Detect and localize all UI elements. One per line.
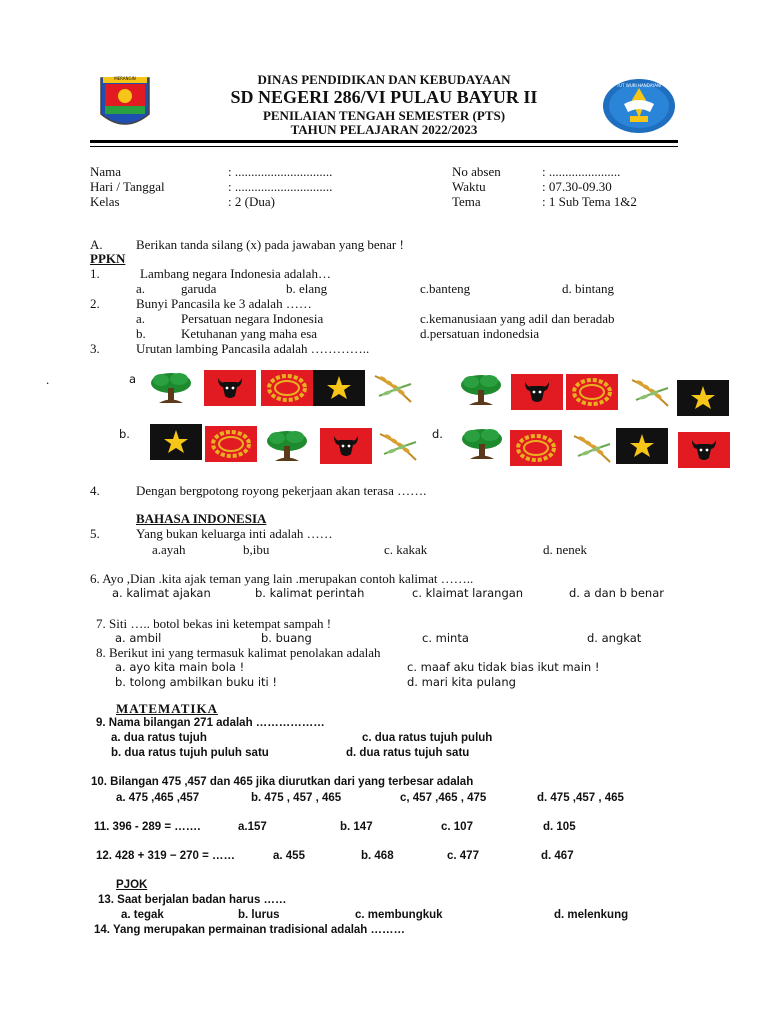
q11-b: b. 147: [340, 821, 373, 833]
q3-num: 3.: [90, 341, 100, 356]
q2-c: c.kemanusiaan yang adil dan beradab: [420, 311, 615, 326]
absen-value: : ......................: [542, 164, 621, 179]
q10-text: 10. Bilangan 475 ,457 dan 465 jika diurutkan dari yang terbesar adalah: [91, 776, 474, 788]
q1-a-label: a.: [136, 281, 146, 296]
q3-b-label: b.: [119, 427, 130, 441]
q6-text: 6. Ayo ,Dian .kita ajak teman yang lain .merupakan contoh kalimat ……..: [90, 571, 474, 586]
q11-a: a.157: [238, 821, 267, 833]
q7-b: b. buang: [261, 631, 312, 645]
q7-a: a. ambil: [115, 631, 162, 645]
absen-label: No absen: [452, 164, 501, 179]
q9-d: d. dua ratus tujuh satu: [346, 747, 470, 759]
q8-text: 8. Berikut ini yang termasuk kalimat penolakan adalah: [96, 645, 381, 660]
q12-a: a. 455: [273, 850, 305, 862]
q1-num: 1.: [90, 266, 100, 281]
q10-a: a. 475 ,465 ,457: [116, 792, 200, 804]
chain-icon: [566, 374, 618, 410]
q1-d: d. bintang: [562, 281, 614, 296]
q5-c: c. kakak: [384, 542, 428, 557]
star-icon: [150, 424, 202, 460]
kelas-value: : 2 (Dua): [228, 194, 275, 209]
chain-icon: [205, 426, 257, 462]
rice-cotton-icon: [624, 374, 676, 410]
bull-head-icon: [320, 428, 372, 464]
header-school-name: SD NEGERI 286/VI PULAU BAYUR II: [230, 87, 538, 107]
q1-text: Lambang negara Indonesia adalah…: [140, 266, 331, 281]
q1-c: c.banteng: [420, 281, 471, 296]
stray-dot: .: [46, 372, 50, 387]
q9-a: a. dua ratus tujuh: [111, 732, 207, 744]
tut-wuri-logo-text: TUT WURI HANDAYANI: [616, 83, 662, 88]
bull-head-icon: [204, 370, 256, 406]
tema-label: Tema: [452, 194, 481, 209]
q9-text: 9. Nama bilangan 271 adalah ………………: [96, 717, 325, 729]
q11-c: c. 107: [441, 821, 473, 833]
star-icon: [313, 370, 365, 406]
q5-a: a.ayah: [152, 542, 186, 557]
q6-d: d. a dan b benar: [569, 586, 664, 600]
q1-b: b. elang: [286, 281, 328, 296]
q3-d-label: d.: [432, 427, 443, 441]
q12-c: c. 477: [447, 850, 479, 862]
tema-value: : 1 Sub Tema 1&2: [542, 194, 637, 209]
q2-a: Persatuan negara Indonesia: [181, 311, 324, 326]
q4-num: 4.: [90, 483, 100, 498]
header-line3: PENILAIAN TENGAH SEMESTER (PTS): [262, 108, 506, 123]
banyan-tree-icon: [145, 370, 197, 406]
chain-icon: [510, 430, 562, 466]
q1-a: garuda: [181, 281, 217, 296]
bull-head-icon: [511, 374, 563, 410]
banyan-tree-icon: [261, 428, 313, 464]
q2-a-label: a.: [136, 311, 146, 326]
header-line4: TAHUN PELAJARAN 2022/2023: [290, 122, 478, 137]
q6-c: c. klaimat larangan: [412, 586, 524, 600]
section-title-pjok: PJOK: [116, 879, 148, 891]
chain-icon: [261, 370, 313, 406]
q8-c: c. maaf aku tidak bias ikut main !: [407, 660, 600, 674]
section-title-matematika: MATEMATIKA: [116, 701, 218, 716]
q7-c: c. minta: [422, 631, 469, 645]
q2-b-label: b.: [136, 326, 146, 341]
rice-cotton-icon: [372, 428, 424, 464]
q13-c: c. membungkuk: [355, 909, 443, 921]
q2-b: Ketuhanan yang maha esa: [181, 326, 318, 341]
q11-text: 11. 396 - 289 = …….: [94, 821, 201, 833]
q9-c: c. dua ratus tujuh puluh: [362, 732, 493, 744]
star-icon: [677, 380, 729, 416]
q5-text: Yang bukan keluarga inti adalah ……: [136, 526, 333, 541]
rice-cotton-icon: [566, 430, 618, 466]
q13-b: b. lurus: [238, 909, 280, 921]
q8-b: b. tolong ambilkan buku iti !: [115, 675, 278, 689]
header-rule-thick: [90, 140, 678, 143]
q3-text: Urutan lambing Pancasila adalah …………..: [136, 341, 370, 356]
q2-num: 2.: [90, 296, 100, 311]
q8-d: d. mari kita pulang: [407, 675, 516, 689]
star-icon: [616, 428, 668, 464]
q12-text: 12. 428 + 319 − 270 = ……: [96, 850, 236, 862]
q7-d: d. angkat: [587, 631, 642, 645]
q2-d: d.persatuan indonedsia: [420, 326, 540, 341]
banyan-tree-icon: [456, 426, 508, 462]
q12-b: b. 468: [361, 850, 394, 862]
kelas-label: Kelas: [90, 194, 120, 209]
q6-b: b. kalimat perintah: [255, 586, 365, 600]
instruction-num: A.: [90, 237, 103, 252]
rice-cotton-icon: [367, 370, 419, 406]
section-title-ppkn: PPKN: [90, 251, 126, 266]
q5-num: 5.: [90, 526, 100, 541]
q8-a: a. ayo kita main bola !: [115, 660, 245, 674]
instruction-text: Berikan tanda silang (x) pada jawaban yang benar !: [136, 237, 404, 252]
hari-value: : ..............................: [228, 179, 333, 194]
header-rule-thin: [90, 146, 678, 147]
q14-text: 14. Yang merupakan permainan tradisional adalah ………: [94, 924, 406, 936]
q6-a: a. kalimat ajakan: [112, 586, 211, 600]
hari-label: Hari / Tanggal: [90, 179, 165, 194]
bull-head-icon: [678, 432, 730, 468]
q7-text: 7. Siti ….. botol bekas ini ketempat sampah !: [96, 616, 332, 631]
q12-d: d. 467: [541, 850, 574, 862]
nama-value: : ..............................: [228, 164, 333, 179]
waktu-label: Waktu: [452, 179, 486, 194]
section-title-bahasa: BAHASA INDONESIA: [136, 511, 267, 526]
q13-text: 13. Saat berjalan badan harus ……: [98, 894, 287, 906]
q5-b: b,ibu: [243, 542, 270, 557]
q10-d: d. 475 ,457 , 465: [537, 792, 624, 804]
q13-d: d. melenkung: [554, 909, 629, 921]
q2-text: Bunyi Pancasila ke 3 adalah ……: [136, 296, 312, 311]
banyan-tree-icon: [455, 372, 507, 408]
nama-label: Nama: [90, 164, 122, 179]
q11-d: d. 105: [543, 821, 576, 833]
q10-c: c, 457 ,465 , 475: [400, 792, 487, 804]
q3-a-label: a: [129, 372, 137, 386]
q10-b: b. 475 , 457 , 465: [251, 792, 342, 804]
q5-d: d. nenek: [543, 542, 588, 557]
waktu-value: : 07.30-09.30: [542, 179, 612, 194]
header-line1: DINAS PENDIDIKAN DAN KEBUDAYAAN: [257, 72, 511, 87]
q9-b: b. dua ratus tujuh puluh satu: [111, 747, 269, 759]
q4-text: Dengan bergpotong royong pekerjaan akan terasa …….: [136, 483, 427, 498]
q13-a: a. tegak: [121, 909, 164, 921]
district-logo-text: MERANGIN: [114, 76, 136, 81]
